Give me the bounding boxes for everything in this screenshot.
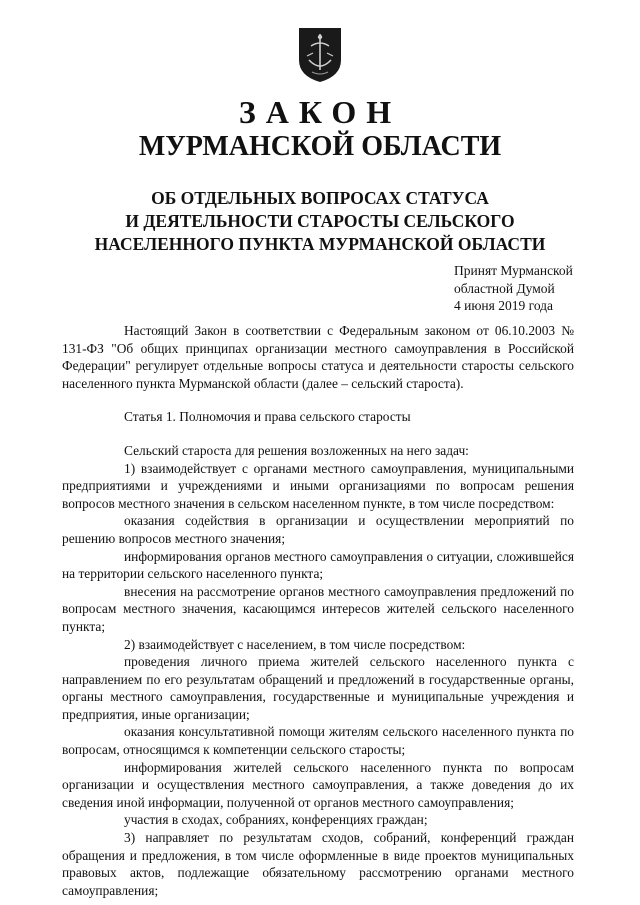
article-paragraph: участия в сходах, собраниях, конференциях граждан; xyxy=(124,812,428,828)
adoption-line: областной Думой xyxy=(454,280,555,296)
article-paragraph: оказания содействия в организации и осуществлении мероприятий по решению вопросов местного значения; xyxy=(62,513,574,546)
article-paragraph: проведения личного приема жителей сельского населенного пункта с направлением по его результатам обращений и предложений в государственные органы, органы местного самоуправления, государственные и муниципальные учреждения и предприятия, иные организации; xyxy=(62,654,574,722)
subtitle-line: И ДЕЯТЕЛЬНОСТИ СТАРОСТЫ СЕЛЬСКОГО xyxy=(125,211,515,231)
subtitle-line: ОБ ОТДЕЛЬНЫХ ВОПРОСАХ СТАТУСА xyxy=(151,188,489,208)
adoption-date: 4 июня 2019 года xyxy=(454,298,554,313)
region-title: МУРМАНСКОЙ ОБЛАСТИ xyxy=(138,131,502,162)
article-paragraph: Сельский староста для решения возложенных на него задач: xyxy=(124,442,469,458)
law-subtitle xyxy=(70,187,570,256)
preamble: Настоящий Закон в соответствии с Федеральным законом от 06.10.2003 № 131-ФЗ "Об общих принципах организации местного самоуправления в Российской Федерации" регулирует отдельные вопросы статуса и деятельности старосты сельского населенного пункта Мурманской области (далее – сельский староста). xyxy=(62,323,574,391)
article-heading: Статья 1. Полномочия и права сельского старосты xyxy=(124,409,411,425)
article-paragraph: 3) направляет по результатам сходов, собраний, конференций граждан обращения и предложения, в том числе оформленные в виде проектов муниципальных правовых актов, подлежащие обязательному рассмотрению органами местного самоуправления; xyxy=(62,830,574,898)
adoption-line: Принят Мурманской xyxy=(454,263,573,278)
article-paragraph: информирования жителей сельского населенного пункта по вопросам организации и осуществления местного самоуправления, а также доведения до их сведения иной информации, полученной от органов местного самоуправления; xyxy=(62,759,574,810)
document-body xyxy=(62,322,574,899)
law-title: ЗАКОН xyxy=(238,94,402,130)
article-paragraph: 1) взаимодействует с органами местного самоуправления, муниципальными предприятиями и учреждениями и иными организациями по вопросам решения вопросов местного значения в сельском населенном пункте, в том числе посредством: xyxy=(62,460,574,511)
article-paragraph: внесения на рассмотрение органов местного самоуправления предложений по вопросам местного значения, касающимся интересов жителей сельского населенного пункта; xyxy=(62,583,574,634)
article-paragraph: 2) взаимодействует с населением, в том числе посредством: xyxy=(124,636,466,652)
adoption-note xyxy=(454,262,573,315)
subtitle-line: НАСЕЛЕННОГО ПУНКТА МУРМАНСКОЙ ОБЛАСТИ xyxy=(94,234,546,254)
article-paragraph: информирования органов местного самоуправления о ситуации, сложившейся на территории сельского населенного пункта; xyxy=(62,548,574,582)
article-paragraph: оказания консультативной помощи жителям сельского населенного пункта по вопросам, относящимся к компетенции сельского старосты; xyxy=(62,724,574,758)
coat-of-arms-icon xyxy=(297,26,343,84)
